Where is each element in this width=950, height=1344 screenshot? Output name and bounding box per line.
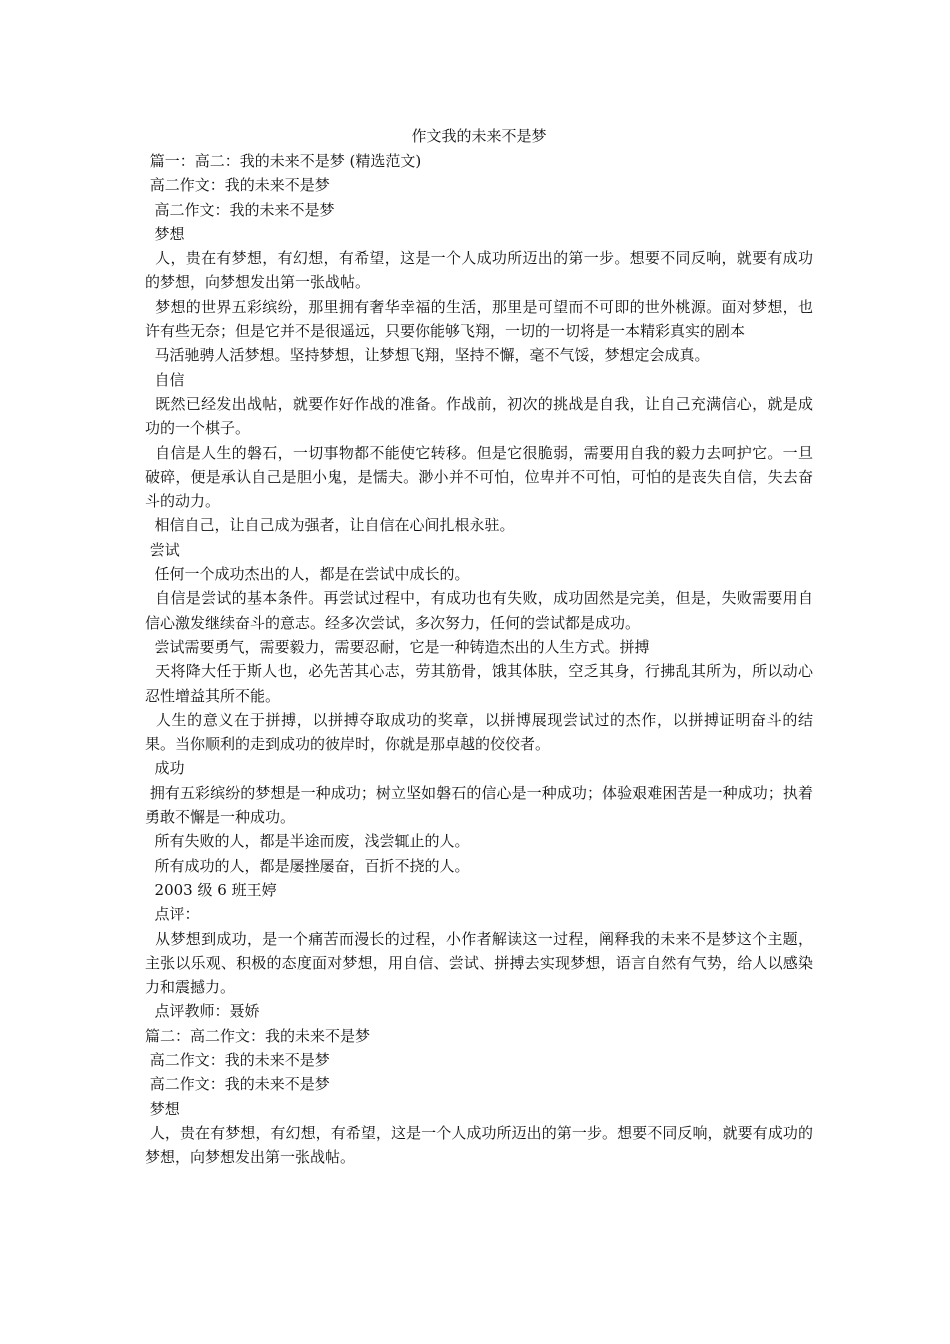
section-heading: 成功 <box>145 759 185 778</box>
paragraph: 天将降大任于斯人也，必先苦其心志，劳其筋骨，饿其体肤，空乏其身，行拂乱其所为，所以动心忍性增益其所不能。 <box>145 662 813 705</box>
paragraph: 所有成功的人，都是屡挫屡奋，百折不挠的人。 <box>145 856 470 875</box>
paragraph: 人生的意义在于拼搏，以拼搏夺取成功的奖章，以拼博展现尝试过的杰作，以拼搏证明奋斗的结果。当你顺利的走到成功的彼岸时，你就是那卓越的佼佼者。 <box>145 710 813 754</box>
paragraph: 任何一个成功杰出的人，都是在尝试中成长的。 <box>145 565 470 584</box>
paragraph: 人，贵在有梦想，有幻想，有希望，这是一个人成功所迈出的第一步。想要不同反响，就要有成功的梦想，向梦想发出第一张战帖。 <box>145 1123 813 1167</box>
comment-label: 点评： <box>145 905 200 924</box>
paragraph: 梦想的世界五彩缤纷，那里拥有奢华幸福的生活，那里是可望而不可即的世外桃源。面对梦想，也许有些无奈；但是它并不是很遥远，只要你能够飞翔，一切的一切将是一本精彩真实的剧本 <box>145 297 813 341</box>
paragraph: 篇二：高二作文：我的未来不是梦 <box>145 1026 371 1045</box>
paragraph: 高二作文：我的未来不是梦 <box>145 176 330 195</box>
section-heading: 自信 <box>145 370 185 389</box>
paragraph: 既然已经发出战帖，就要作好作战的准备。作战前，初次的挑战是自我，让自己充满信心，就是成功的一个棋子。 <box>145 394 813 438</box>
section-heading: 梦想 <box>145 1099 180 1118</box>
document-title: 作文我的未来不是梦 <box>411 127 547 145</box>
paragraph: 所有失败的人，都是半途而废，浅尝辄止的人。 <box>145 832 470 851</box>
document-page <box>145 124 813 1169</box>
paragraph: 马活驰骋人活梦想。坚持梦想，让梦想飞翔，坚持不懈，毫不气馁，梦想定会成真。 <box>145 346 710 365</box>
paragraph: 篇一：高二：我的未来不是梦 (精选范文) <box>145 152 422 170</box>
section-heading: 梦想 <box>145 224 185 243</box>
paragraph: 相信自己，让自己成为强者，让自信在心间扎根永驻。 <box>145 516 515 535</box>
paragraph: 尝试需要勇气，需要毅力，需要忍耐，它是一种铸造杰出的人生方式。拼搏 <box>145 637 650 656</box>
paragraph: 人，贵在有梦想，有幻想，有希望，这是一个人成功所迈出的第一步。想要不同反响，就要有成功的梦想，向梦想发出第一张战帖。 <box>145 249 813 292</box>
author-line: 2003 级 6 班王婷 <box>145 880 277 899</box>
paragraph: 从梦想到成功，是一个痛苦而漫长的过程，小作者解读这一过程，阐释我的未来不是梦这个主题，主张以乐观、积极的态度面对梦想，用自信、尝试、拼搏去实现梦想，语言自然有气势，给人以感染力和震撼力。 <box>145 929 813 997</box>
paragraph: 高二作文：我的未来不是梦 <box>145 1050 330 1069</box>
section-heading: 尝试 <box>145 540 180 559</box>
paragraph: 拥有五彩缤纷的梦想是一种成功；树立坚如磐石的信心是一种成功；体验艰难困苦是一种成功；执着勇敢不懈是一种成功。 <box>145 783 813 827</box>
paragraph: 自信是尝试的基本条件。再尝试过程中，有成功也有失败，成功固然是完美，但是，失败需要用自信心激发继续奋斗的意志。经多次尝试，多次努力，任何的尝试都是成功。 <box>145 589 813 632</box>
paragraph: 自信是人生的磐石，一切事物都不能使它转移。但是它很脆弱，需要用自我的毅力去呵护它。一旦破碎，便是承认自己是胆小鬼，是懦夫。渺小并不可怕，位卑并不可怕，可怕的是丧失自信，失去奋斗的动力。 <box>145 443 813 511</box>
reviewer-line: 点评教师：聂娇 <box>145 1002 260 1021</box>
paragraph: 高二作文：我的未来不是梦 <box>145 200 335 219</box>
paragraph: 高二作文：我的未来不是梦 <box>145 1075 330 1094</box>
